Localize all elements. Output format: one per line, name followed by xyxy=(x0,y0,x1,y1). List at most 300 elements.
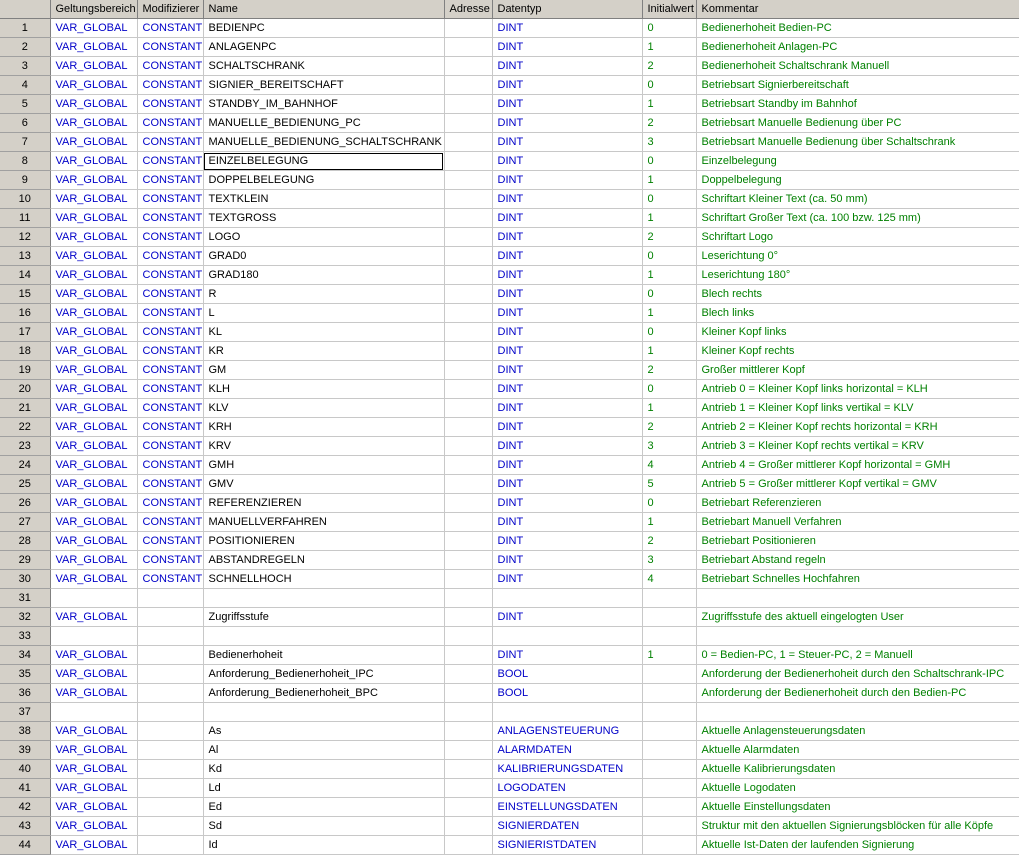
scope-cell[interactable]: VAR_GLOBAL xyxy=(50,684,137,703)
datatype-cell[interactable]: LOGODATEN xyxy=(492,779,642,798)
row-number[interactable]: 6 xyxy=(0,114,50,133)
datatype-cell[interactable]: DINT xyxy=(492,57,642,76)
table-row[interactable] xyxy=(0,361,1019,380)
comment-cell[interactable]: Aktuelle Anlagensteuerungsdaten xyxy=(696,722,1019,741)
comment-cell[interactable]: Antrieb 2 = Kleiner Kopf rechts horizontal = KRH xyxy=(696,418,1019,437)
address-cell[interactable] xyxy=(444,323,492,342)
comment-cell[interactable]: Struktur mit den aktuellen Signierungsblöcken für alle Köpfe xyxy=(696,817,1019,836)
scope-cell[interactable]: VAR_GLOBAL xyxy=(50,209,137,228)
table-row[interactable] xyxy=(0,418,1019,437)
modifier-cell[interactable] xyxy=(137,760,203,779)
comment-cell[interactable]: Bedienerhoheit Schaltschrank Manuell xyxy=(696,57,1019,76)
comment-cell[interactable]: Antrieb 1 = Kleiner Kopf links vertikal = KLV xyxy=(696,399,1019,418)
comment-cell[interactable]: 0 = Bedien-PC, 1 = Steuer-PC, 2 = Manuell xyxy=(696,646,1019,665)
table-row[interactable] xyxy=(0,76,1019,95)
initial-value-cell[interactable]: 1 xyxy=(642,266,696,285)
initial-value-cell[interactable]: 0 xyxy=(642,323,696,342)
modifier-cell[interactable] xyxy=(137,836,203,855)
name-cell[interactable]: GMH xyxy=(203,456,444,475)
address-cell[interactable] xyxy=(444,266,492,285)
modifier-cell[interactable]: CONSTANT xyxy=(137,152,203,171)
initial-value-cell[interactable]: 1 xyxy=(642,513,696,532)
address-cell[interactable] xyxy=(444,665,492,684)
initial-value-cell[interactable]: 2 xyxy=(642,57,696,76)
table-row[interactable] xyxy=(0,665,1019,684)
initial-value-cell[interactable] xyxy=(642,779,696,798)
comment-cell[interactable]: Aktuelle Alarmdaten xyxy=(696,741,1019,760)
datatype-cell[interactable]: DINT xyxy=(492,266,642,285)
name-cell[interactable]: Anforderung_Bedienerhoheit_BPC xyxy=(203,684,444,703)
column-header-comment[interactable]: Kommentar xyxy=(696,0,1019,19)
datatype-cell[interactable]: DINT xyxy=(492,437,642,456)
address-cell[interactable] xyxy=(444,475,492,494)
row-number[interactable]: 2 xyxy=(0,38,50,57)
datatype-cell[interactable]: DINT xyxy=(492,399,642,418)
name-cell[interactable]: KL xyxy=(203,323,444,342)
datatype-cell[interactable]: DINT xyxy=(492,551,642,570)
initial-value-cell[interactable] xyxy=(642,798,696,817)
row-number[interactable]: 33 xyxy=(0,627,50,646)
table-row[interactable] xyxy=(0,95,1019,114)
datatype-cell[interactable]: DINT xyxy=(492,247,642,266)
modifier-cell[interactable]: CONSTANT xyxy=(137,76,203,95)
scope-cell[interactable]: VAR_GLOBAL xyxy=(50,760,137,779)
address-cell[interactable] xyxy=(444,703,492,722)
comment-cell[interactable]: Leserichtung 180° xyxy=(696,266,1019,285)
table-row[interactable] xyxy=(0,456,1019,475)
comment-cell[interactable]: Betriebart Manuell Verfahren xyxy=(696,513,1019,532)
table-row[interactable] xyxy=(0,266,1019,285)
address-cell[interactable] xyxy=(444,209,492,228)
row-number[interactable]: 3 xyxy=(0,57,50,76)
comment-cell[interactable]: Aktuelle Ist-Daten der laufenden Signierung xyxy=(696,836,1019,855)
name-cell[interactable]: POSITIONIEREN xyxy=(203,532,444,551)
initial-value-cell[interactable] xyxy=(642,741,696,760)
table-row[interactable] xyxy=(0,475,1019,494)
comment-cell[interactable]: Bedienerhoheit Bedien-PC xyxy=(696,19,1019,38)
address-cell[interactable] xyxy=(444,684,492,703)
modifier-cell[interactable]: CONSTANT xyxy=(137,19,203,38)
scope-cell[interactable]: VAR_GLOBAL xyxy=(50,836,137,855)
address-cell[interactable] xyxy=(444,399,492,418)
modifier-cell[interactable] xyxy=(137,817,203,836)
datatype-cell[interactable]: DINT xyxy=(492,418,642,437)
comment-cell[interactable]: Antrieb 5 = Großer mittlerer Kopf vertikal = GMV xyxy=(696,475,1019,494)
row-number[interactable]: 22 xyxy=(0,418,50,437)
datatype-cell[interactable]: SIGNIERISTDATEN xyxy=(492,836,642,855)
modifier-cell[interactable]: CONSTANT xyxy=(137,532,203,551)
table-row[interactable] xyxy=(0,836,1019,855)
comment-cell[interactable]: Betriebsart Signierbereitschaft xyxy=(696,76,1019,95)
name-cell[interactable]: TEXTKLEIN xyxy=(203,190,444,209)
scope-cell[interactable]: VAR_GLOBAL xyxy=(50,247,137,266)
row-number[interactable]: 41 xyxy=(0,779,50,798)
row-number[interactable]: 16 xyxy=(0,304,50,323)
initial-value-cell[interactable]: 0 xyxy=(642,494,696,513)
initial-value-cell[interactable]: 2 xyxy=(642,532,696,551)
datatype-cell[interactable]: DINT xyxy=(492,608,642,627)
modifier-cell[interactable]: CONSTANT xyxy=(137,304,203,323)
datatype-cell[interactable]: BOOL xyxy=(492,665,642,684)
name-cell[interactable]: BEDIENPC xyxy=(203,19,444,38)
datatype-cell[interactable]: ANLAGENSTEUERUNG xyxy=(492,722,642,741)
modifier-cell[interactable]: CONSTANT xyxy=(137,133,203,152)
row-number[interactable]: 24 xyxy=(0,456,50,475)
comment-cell[interactable]: Bedienerhoheit Anlagen-PC xyxy=(696,38,1019,57)
comment-cell[interactable]: Betriebart Abstand regeln xyxy=(696,551,1019,570)
row-number[interactable]: 10 xyxy=(0,190,50,209)
name-cell[interactable]: Ld xyxy=(203,779,444,798)
comment-cell[interactable]: Antrieb 0 = Kleiner Kopf links horizontal = KLH xyxy=(696,380,1019,399)
scope-cell[interactable]: VAR_GLOBAL xyxy=(50,114,137,133)
scope-cell[interactable]: VAR_GLOBAL xyxy=(50,323,137,342)
name-cell[interactable]: SCHALTSCHRANK xyxy=(203,57,444,76)
datatype-cell[interactable]: DINT xyxy=(492,209,642,228)
scope-cell[interactable] xyxy=(50,703,137,722)
datatype-cell[interactable]: DINT xyxy=(492,494,642,513)
row-number[interactable]: 18 xyxy=(0,342,50,361)
modifier-cell[interactable] xyxy=(137,646,203,665)
modifier-cell[interactable] xyxy=(137,779,203,798)
row-number[interactable]: 21 xyxy=(0,399,50,418)
datatype-cell[interactable]: ALARMDATEN xyxy=(492,741,642,760)
modifier-cell[interactable] xyxy=(137,589,203,608)
table-row[interactable] xyxy=(0,722,1019,741)
initial-value-cell[interactable]: 1 xyxy=(642,95,696,114)
scope-cell[interactable]: VAR_GLOBAL xyxy=(50,95,137,114)
name-cell[interactable]: Sd xyxy=(203,817,444,836)
scope-cell[interactable] xyxy=(50,589,137,608)
datatype-cell[interactable]: DINT xyxy=(492,19,642,38)
address-cell[interactable] xyxy=(444,95,492,114)
table-row[interactable] xyxy=(0,152,1019,171)
table-row[interactable] xyxy=(0,570,1019,589)
table-row[interactable] xyxy=(0,171,1019,190)
initial-value-cell[interactable]: 0 xyxy=(642,247,696,266)
table-row[interactable] xyxy=(0,228,1019,247)
address-cell[interactable] xyxy=(444,190,492,209)
initial-value-cell[interactable]: 1 xyxy=(642,304,696,323)
address-cell[interactable] xyxy=(444,532,492,551)
initial-value-cell[interactable]: 2 xyxy=(642,361,696,380)
row-number[interactable]: 42 xyxy=(0,798,50,817)
comment-cell[interactable]: Anforderung der Bedienerhoheit durch den Schaltschrank-IPC xyxy=(696,665,1019,684)
modifier-cell[interactable]: CONSTANT xyxy=(137,399,203,418)
address-cell[interactable] xyxy=(444,779,492,798)
row-number[interactable]: 13 xyxy=(0,247,50,266)
datatype-cell[interactable]: DINT xyxy=(492,380,642,399)
name-cell[interactable]: R xyxy=(203,285,444,304)
modifier-cell[interactable]: CONSTANT xyxy=(137,570,203,589)
initial-value-cell[interactable] xyxy=(642,703,696,722)
comment-cell[interactable]: Blech rechts xyxy=(696,285,1019,304)
table-row[interactable] xyxy=(0,798,1019,817)
initial-value-cell[interactable]: 1 xyxy=(642,38,696,57)
modifier-cell[interactable] xyxy=(137,627,203,646)
modifier-cell[interactable]: CONSTANT xyxy=(137,380,203,399)
scope-cell[interactable]: VAR_GLOBAL xyxy=(50,76,137,95)
scope-cell[interactable]: VAR_GLOBAL xyxy=(50,19,137,38)
modifier-cell[interactable]: CONSTANT xyxy=(137,418,203,437)
datatype-cell[interactable]: DINT xyxy=(492,95,642,114)
table-row[interactable] xyxy=(0,684,1019,703)
name-cell[interactable]: KRH xyxy=(203,418,444,437)
comment-cell[interactable]: Zugriffsstufe des aktuell eingelogten User xyxy=(696,608,1019,627)
comment-cell[interactable]: Betriebart Schnelles Hochfahren xyxy=(696,570,1019,589)
modifier-cell[interactable]: CONSTANT xyxy=(137,190,203,209)
name-cell[interactable]: MANUELLE_BEDIENUNG_SCHALTSCHRANK xyxy=(203,133,444,152)
comment-cell[interactable]: Antrieb 3 = Kleiner Kopf rechts vertikal = KRV xyxy=(696,437,1019,456)
modifier-cell[interactable]: CONSTANT xyxy=(137,361,203,380)
comment-cell[interactable]: Leserichtung 0° xyxy=(696,247,1019,266)
comment-cell[interactable]: Kleiner Kopf rechts xyxy=(696,342,1019,361)
scope-cell[interactable]: VAR_GLOBAL xyxy=(50,342,137,361)
table-row[interactable] xyxy=(0,779,1019,798)
table-row[interactable] xyxy=(0,760,1019,779)
name-cell[interactable]: SIGNIER_BEREITSCHAFT xyxy=(203,76,444,95)
row-number[interactable]: 8 xyxy=(0,152,50,171)
column-header-scope[interactable]: Geltungsbereich xyxy=(50,0,137,19)
table-row[interactable] xyxy=(0,209,1019,228)
name-cell[interactable]: MANUELLVERFAHREN xyxy=(203,513,444,532)
datatype-cell[interactable] xyxy=(492,627,642,646)
datatype-cell[interactable]: DINT xyxy=(492,190,642,209)
initial-value-cell[interactable] xyxy=(642,722,696,741)
table-row[interactable] xyxy=(0,703,1019,722)
row-number[interactable]: 1 xyxy=(0,19,50,38)
address-cell[interactable] xyxy=(444,741,492,760)
initial-value-cell[interactable]: 2 xyxy=(642,114,696,133)
scope-cell[interactable]: VAR_GLOBAL xyxy=(50,798,137,817)
table-row[interactable] xyxy=(0,437,1019,456)
comment-cell[interactable]: Doppelbelegung xyxy=(696,171,1019,190)
datatype-cell[interactable]: DINT xyxy=(492,532,642,551)
row-number[interactable]: 39 xyxy=(0,741,50,760)
comment-cell[interactable]: Aktuelle Logodaten xyxy=(696,779,1019,798)
modifier-cell[interactable]: CONSTANT xyxy=(137,551,203,570)
row-number[interactable]: 30 xyxy=(0,570,50,589)
table-row[interactable] xyxy=(0,589,1019,608)
row-number[interactable]: 23 xyxy=(0,437,50,456)
address-cell[interactable] xyxy=(444,57,492,76)
scope-cell[interactable]: VAR_GLOBAL xyxy=(50,285,137,304)
scope-cell[interactable]: VAR_GLOBAL xyxy=(50,38,137,57)
scope-cell[interactable]: VAR_GLOBAL xyxy=(50,817,137,836)
initial-value-cell[interactable]: 3 xyxy=(642,133,696,152)
row-number[interactable]: 32 xyxy=(0,608,50,627)
modifier-cell[interactable]: CONSTANT xyxy=(137,247,203,266)
table-row[interactable] xyxy=(0,380,1019,399)
comment-cell[interactable] xyxy=(696,627,1019,646)
scope-cell[interactable]: VAR_GLOBAL xyxy=(50,171,137,190)
comment-cell[interactable]: Schriftart Logo xyxy=(696,228,1019,247)
datatype-cell[interactable]: DINT xyxy=(492,76,642,95)
table-row[interactable] xyxy=(0,399,1019,418)
table-row[interactable] xyxy=(0,741,1019,760)
modifier-cell[interactable] xyxy=(137,684,203,703)
modifier-cell[interactable]: CONSTANT xyxy=(137,114,203,133)
name-cell[interactable]: L xyxy=(203,304,444,323)
initial-value-cell[interactable] xyxy=(642,589,696,608)
row-number[interactable]: 12 xyxy=(0,228,50,247)
address-cell[interactable] xyxy=(444,817,492,836)
comment-cell[interactable]: Betriebsart Manuelle Bedienung über PC xyxy=(696,114,1019,133)
name-cell[interactable]: Id xyxy=(203,836,444,855)
modifier-cell[interactable]: CONSTANT xyxy=(137,494,203,513)
comment-cell[interactable]: Antrieb 4 = Großer mittlerer Kopf horizontal = GMH xyxy=(696,456,1019,475)
comment-cell[interactable]: Kleiner Kopf links xyxy=(696,323,1019,342)
row-number[interactable]: 9 xyxy=(0,171,50,190)
datatype-cell[interactable]: BOOL xyxy=(492,684,642,703)
address-cell[interactable] xyxy=(444,361,492,380)
address-cell[interactable] xyxy=(444,304,492,323)
column-header-address[interactable]: Adresse xyxy=(444,0,492,19)
modifier-cell[interactable] xyxy=(137,665,203,684)
name-cell[interactable]: KR xyxy=(203,342,444,361)
scope-cell[interactable] xyxy=(50,627,137,646)
initial-value-cell[interactable]: 1 xyxy=(642,646,696,665)
address-cell[interactable] xyxy=(444,589,492,608)
table-row[interactable] xyxy=(0,114,1019,133)
name-cell[interactable]: STANDBY_IM_BAHNHOF xyxy=(203,95,444,114)
comment-cell[interactable] xyxy=(696,703,1019,722)
scope-cell[interactable]: VAR_GLOBAL xyxy=(50,513,137,532)
datatype-cell[interactable]: DINT xyxy=(492,228,642,247)
row-number[interactable]: 14 xyxy=(0,266,50,285)
datatype-cell[interactable]: DINT xyxy=(492,171,642,190)
name-cell[interactable]: ABSTANDREGELN xyxy=(203,551,444,570)
comment-cell[interactable]: Anforderung der Bedienerhoheit durch den Bedien-PC xyxy=(696,684,1019,703)
scope-cell[interactable]: VAR_GLOBAL xyxy=(50,456,137,475)
row-number[interactable]: 17 xyxy=(0,323,50,342)
initial-value-cell[interactable]: 4 xyxy=(642,456,696,475)
address-cell[interactable] xyxy=(444,494,492,513)
row-number[interactable]: 7 xyxy=(0,133,50,152)
modifier-cell[interactable] xyxy=(137,608,203,627)
name-cell[interactable]: Al xyxy=(203,741,444,760)
scope-cell[interactable]: VAR_GLOBAL xyxy=(50,494,137,513)
initial-value-cell[interactable]: 5 xyxy=(642,475,696,494)
scope-cell[interactable]: VAR_GLOBAL xyxy=(50,532,137,551)
address-cell[interactable] xyxy=(444,798,492,817)
name-cell[interactable]: KLV xyxy=(203,399,444,418)
name-cell[interactable]: ANLAGENPC xyxy=(203,38,444,57)
address-cell[interactable] xyxy=(444,608,492,627)
modifier-cell[interactable] xyxy=(137,741,203,760)
table-row[interactable] xyxy=(0,19,1019,38)
table-row[interactable] xyxy=(0,627,1019,646)
address-cell[interactable] xyxy=(444,19,492,38)
address-cell[interactable] xyxy=(444,646,492,665)
table-row[interactable] xyxy=(0,494,1019,513)
datatype-cell[interactable]: KALIBRIERUNGSDATEN xyxy=(492,760,642,779)
row-number[interactable]: 15 xyxy=(0,285,50,304)
initial-value-cell[interactable]: 1 xyxy=(642,209,696,228)
initial-value-cell[interactable]: 0 xyxy=(642,285,696,304)
address-cell[interactable] xyxy=(444,285,492,304)
scope-cell[interactable]: VAR_GLOBAL xyxy=(50,152,137,171)
comment-cell[interactable] xyxy=(696,589,1019,608)
column-header-datatype[interactable]: Datentyp xyxy=(492,0,642,19)
initial-value-cell[interactable]: 3 xyxy=(642,437,696,456)
datatype-cell[interactable]: DINT xyxy=(492,646,642,665)
modifier-cell[interactable]: CONSTANT xyxy=(137,209,203,228)
modifier-cell[interactable]: CONSTANT xyxy=(137,475,203,494)
table-row[interactable] xyxy=(0,190,1019,209)
row-number[interactable]: 37 xyxy=(0,703,50,722)
name-cell[interactable]: Anforderung_Bedienerhoheit_IPC xyxy=(203,665,444,684)
address-cell[interactable] xyxy=(444,76,492,95)
initial-value-cell[interactable]: 0 xyxy=(642,76,696,95)
comment-cell[interactable]: Schriftart Großer Text (ca. 100 bzw. 125 mm) xyxy=(696,209,1019,228)
name-cell[interactable]: SCHNELLHOCH xyxy=(203,570,444,589)
datatype-cell[interactable] xyxy=(492,703,642,722)
scope-cell[interactable]: VAR_GLOBAL xyxy=(50,437,137,456)
address-cell[interactable] xyxy=(444,114,492,133)
scope-cell[interactable]: VAR_GLOBAL xyxy=(50,741,137,760)
initial-value-cell[interactable]: 1 xyxy=(642,171,696,190)
initial-value-cell[interactable]: 1 xyxy=(642,342,696,361)
table-row[interactable] xyxy=(0,817,1019,836)
table-row[interactable] xyxy=(0,247,1019,266)
scope-cell[interactable]: VAR_GLOBAL xyxy=(50,722,137,741)
initial-value-cell[interactable]: 0 xyxy=(642,190,696,209)
scope-cell[interactable]: VAR_GLOBAL xyxy=(50,399,137,418)
initial-value-cell[interactable] xyxy=(642,817,696,836)
datatype-cell[interactable]: DINT xyxy=(492,133,642,152)
row-number[interactable]: 34 xyxy=(0,646,50,665)
name-cell[interactable]: TEXTGROSS xyxy=(203,209,444,228)
address-cell[interactable] xyxy=(444,551,492,570)
scope-cell[interactable]: VAR_GLOBAL xyxy=(50,361,137,380)
datatype-cell[interactable]: DINT xyxy=(492,38,642,57)
address-cell[interactable] xyxy=(444,38,492,57)
name-cell[interactable] xyxy=(203,703,444,722)
row-number[interactable]: 4 xyxy=(0,76,50,95)
address-cell[interactable] xyxy=(444,418,492,437)
table-row[interactable] xyxy=(0,513,1019,532)
datatype-cell[interactable]: DINT xyxy=(492,285,642,304)
modifier-cell[interactable]: CONSTANT xyxy=(137,323,203,342)
row-number[interactable]: 5 xyxy=(0,95,50,114)
comment-cell[interactable]: Großer mittlerer Kopf xyxy=(696,361,1019,380)
initial-value-cell[interactable] xyxy=(642,760,696,779)
modifier-cell[interactable]: CONSTANT xyxy=(137,228,203,247)
modifier-cell[interactable] xyxy=(137,722,203,741)
initial-value-cell[interactable]: 3 xyxy=(642,551,696,570)
name-cell[interactable]: DOPPELBELEGUNG xyxy=(203,171,444,190)
column-header-initial-value[interactable]: Initialwert xyxy=(642,0,696,19)
scope-cell[interactable]: VAR_GLOBAL xyxy=(50,304,137,323)
name-cell[interactable]: Kd xyxy=(203,760,444,779)
row-number[interactable]: 28 xyxy=(0,532,50,551)
comment-cell[interactable]: Betriebart Positionieren xyxy=(696,532,1019,551)
modifier-cell[interactable]: CONSTANT xyxy=(137,171,203,190)
modifier-cell[interactable]: CONSTANT xyxy=(137,513,203,532)
modifier-cell[interactable] xyxy=(137,703,203,722)
scope-cell[interactable]: VAR_GLOBAL xyxy=(50,779,137,798)
address-cell[interactable] xyxy=(444,836,492,855)
scope-cell[interactable]: VAR_GLOBAL xyxy=(50,665,137,684)
address-cell[interactable] xyxy=(444,171,492,190)
row-number[interactable]: 26 xyxy=(0,494,50,513)
scope-cell[interactable]: VAR_GLOBAL xyxy=(50,266,137,285)
table-row[interactable] xyxy=(0,57,1019,76)
datatype-cell[interactable]: DINT xyxy=(492,570,642,589)
name-cell[interactable] xyxy=(203,627,444,646)
row-number[interactable]: 44 xyxy=(0,836,50,855)
scope-cell[interactable]: VAR_GLOBAL xyxy=(50,570,137,589)
